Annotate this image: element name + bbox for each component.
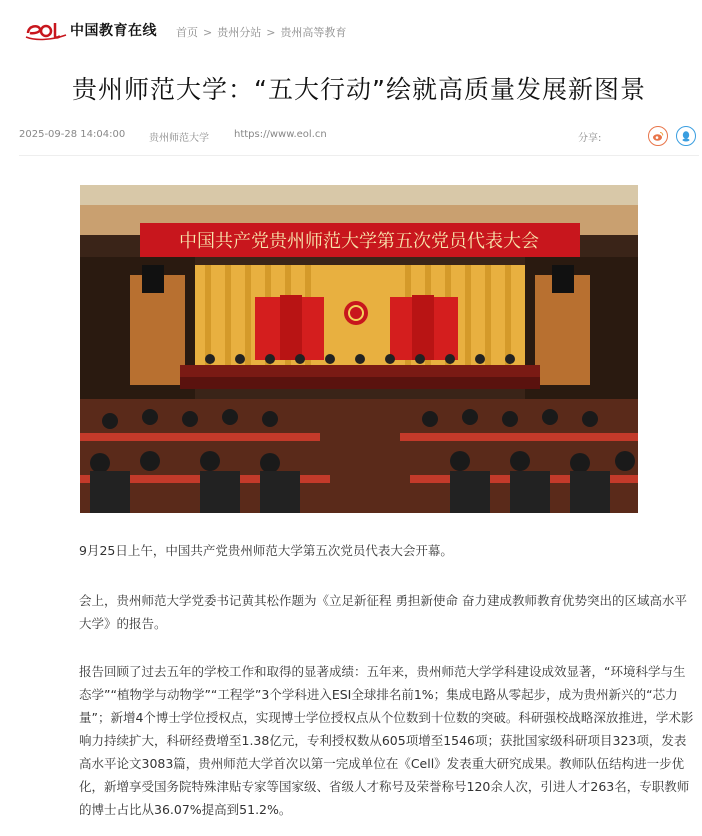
breadcrumb [176,24,346,40]
breadcrumb-guizhou[interactable]: 贵州分站 [217,26,262,39]
publish-date: 2025-09-28 14:04:00 [19,129,126,140]
photo-banner-text: 中国共产党贵州师范大学第五次党员代表大会 [179,231,539,252]
site-name: 中国教育在线 [70,23,157,39]
qq-icon [680,130,692,142]
article-title: 贵州师范大学：“五大行动”绘就高质量发展新图景 [72,75,646,104]
weibo-icon [652,130,664,142]
eol-logo-icon [24,18,68,42]
share-label: 分享: [578,133,602,144]
article-photo [80,185,638,513]
breadcrumb-separator: > [203,25,213,39]
meta-divider [19,155,699,156]
article-paragraph: 会上，贵州师范大学党委书记黄其松作题为《立足新征程 勇担新使命 奋力建成教师教育优势突出的区域高水平大学》的报告。 [79,593,687,631]
article-paragraph: 报告回顾了过去五年的学校工作和取得的显著成绩：五年来，贵州师范大学学科建设成效显著，“环境科学与生态学”“植物学与动物学”“工程学”3个学科进入ESI全球排名前1%；集成电路从零起步，成为贵州新兴的“芯力量”；新增4个博士学位授权点，实现博士学位授权点从个位数到十位数的突破。科研强校战略深放推进，学术影响力持续扩大，科研经费增至1.38亿元，专利授权数从605项增至1546项；获批国家级科研项目323项，发表高水平论文3083篇，贵州师范大学首次以第一完成单位在《Cell》发表重大研究成果。教师队伍结构进一步优化，新增享受国务院特殊津贴专家等国家级、省级人才称号及荣誉称号120余人次，引进人才263名，专职教师的博士占比从36.07%提高到51.2%。 [79,664,694,817]
article-source: 贵州师范大学 [149,133,209,144]
site-logo[interactable] [24,18,157,42]
source-url[interactable]: https://www.eol.cn [234,129,327,140]
conference-hall-image [80,185,638,513]
article-paragraph: 9月25日上午，中国共产党贵州师范大学第五次党员代表大会开幕。 [79,543,453,558]
share-qq-button[interactable] [676,126,696,146]
share-weibo-button[interactable] [648,126,668,146]
breadcrumb-separator: > [266,25,276,39]
breadcrumb-higher-education[interactable]: 贵州高等教育 [280,26,347,39]
breadcrumb-home[interactable]: 首页 [176,26,198,39]
top-bar [0,0,702,62]
